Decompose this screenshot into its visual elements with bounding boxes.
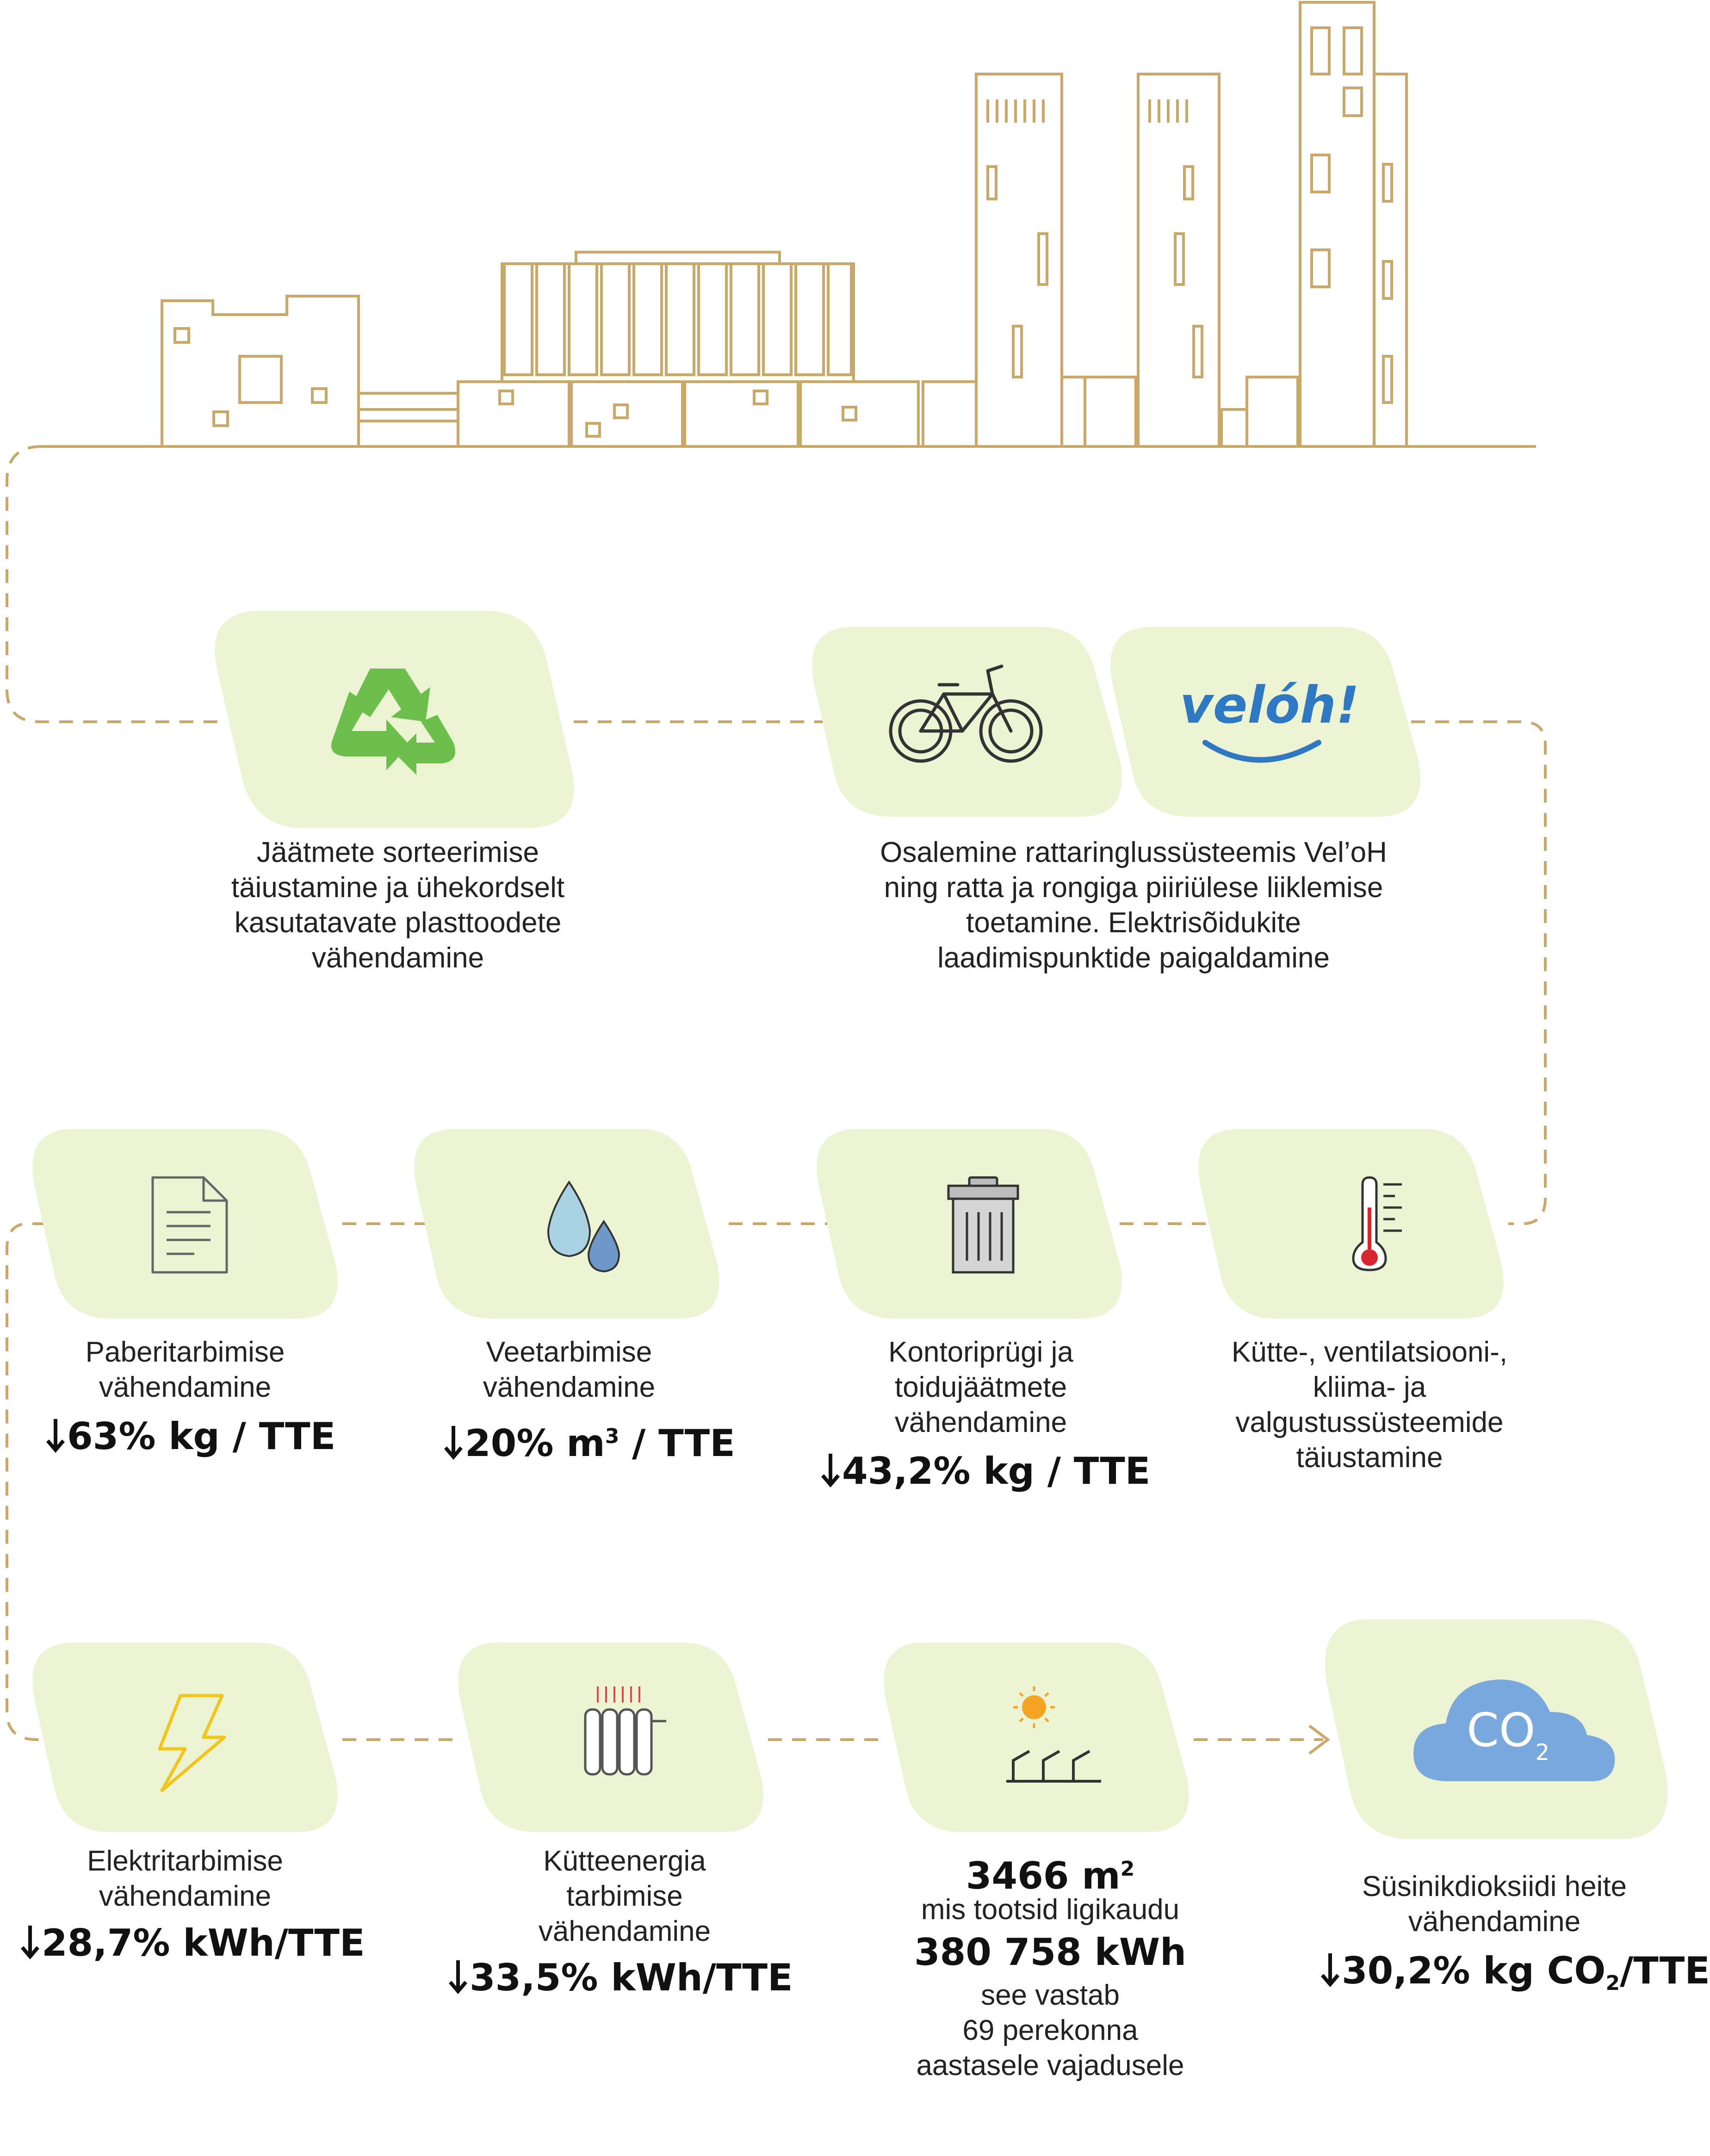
office-caption: Kontoriprügi ja toidujäätmete vähendamine <box>888 1336 1073 1438</box>
down-arrow-icon <box>19 1923 42 1960</box>
solar-line1: mis tootsid ligikaudu <box>921 1894 1180 1926</box>
down-arrow-icon <box>44 1417 67 1454</box>
electric-caption: Elektritarbimise vähendamine <box>87 1845 283 1912</box>
hvac-caption: Kütte-, ventilatsiooni-, kliima- ja valgustussüsteemide täiustamine <box>1231 1336 1508 1474</box>
co2-cloud-label: $CO_2$ <box>1467 1703 1550 1766</box>
down-arrow-icon <box>446 1958 470 1995</box>
down-arrow-icon <box>819 1451 842 1488</box>
water-stat: 20% $m^3$ / TTE <box>442 1416 735 1464</box>
paper-caption: Paberitarbimise vähendamine <box>85 1336 285 1403</box>
bike-caption: Osalemine rattaringlussüsteemis Vel’oH ning ratta ja rongiga piiriülese liiklemise toetamine. Elektrisõidukite laadimispunktide paigaldamine <box>880 836 1387 974</box>
down-arrow-icon <box>1319 1951 1342 1988</box>
solar-area: 3466 $m^2$ <box>966 1854 1135 1897</box>
heating-stat: 33,5% kWh/TTE <box>446 1957 793 1999</box>
solar-energy: 380 758 kWh <box>914 1931 1187 1974</box>
co2-caption: Süsinikdioksiidi heite vähendamine <box>1362 1871 1627 1938</box>
down-arrow-icon <box>442 1424 465 1461</box>
electric-stat: 28,7% kWh/TTE <box>19 1922 365 1964</box>
office-stat: 43,2% kg / TTE <box>819 1450 1150 1492</box>
solar-lines2: see vastab 69 perekonna aastasele vajadusele <box>916 1979 1184 2082</box>
veloh-logo: velóh! <box>1180 675 1360 735</box>
paper-stat: 63% kg / TTE <box>44 1416 335 1457</box>
waste-caption: Jäätmete sorteerimise täiustamine ja ühekordselt kasutatavate plasttoodete vähendamine <box>231 836 565 974</box>
water-caption: Veetarbimise vähendamine <box>483 1336 656 1403</box>
heating-caption: Kütteenergia tarbimise vähendamine <box>538 1845 711 1947</box>
co2-stat: 30,2% kg CO2/TTE <box>1319 1950 1710 2004</box>
